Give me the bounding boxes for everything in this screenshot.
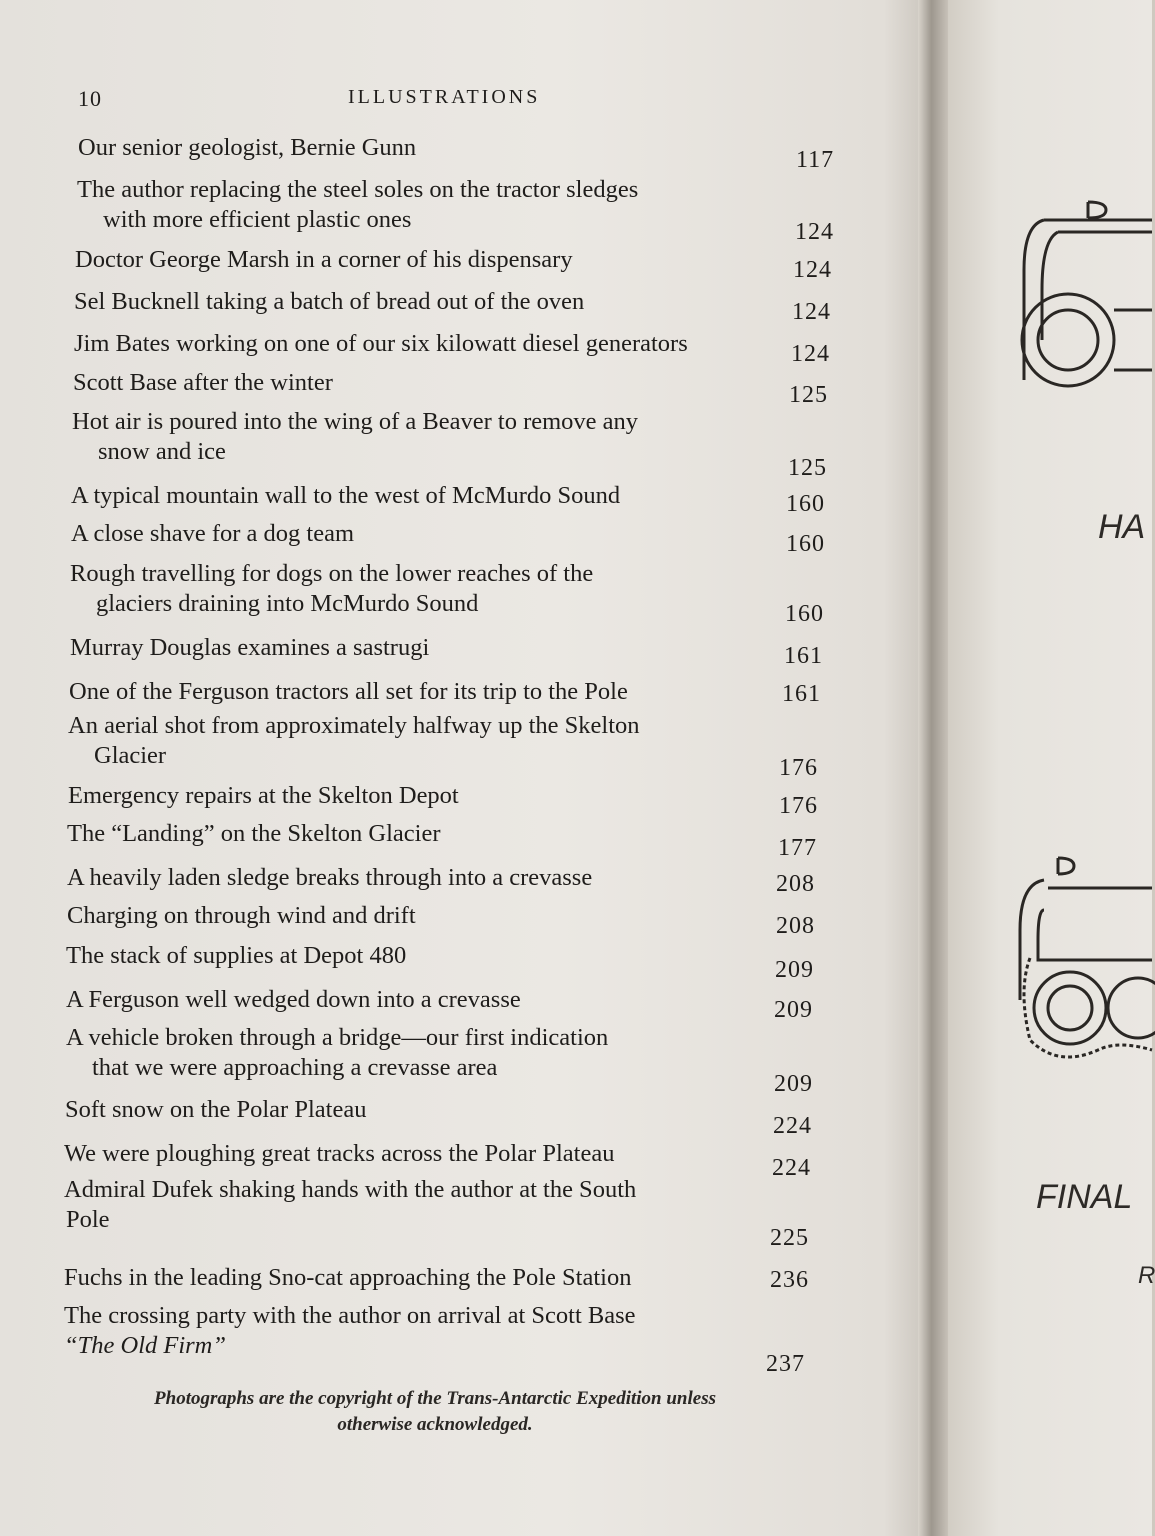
caption-line: Hot air is poured into the wing of a Beaver to remove any bbox=[72, 408, 639, 435]
caption-line: One of the Ferguson tractors all set for its trip to the Pole bbox=[69, 678, 628, 705]
caption-line: A vehicle broken through a bridge—our first indication bbox=[66, 1024, 609, 1051]
caption-line: Pole bbox=[66, 1206, 110, 1233]
page-ref: 237 bbox=[766, 1351, 805, 1377]
caption-line: Scott Base after the winter bbox=[73, 369, 333, 396]
caption-line: Our senior geologist, Bernie Gunn bbox=[78, 134, 417, 161]
page-ref: 124 bbox=[795, 219, 834, 245]
caption-line: A heavily laden sledge breaks through into a crevasse bbox=[67, 864, 593, 891]
caption-line: Doctor George Marsh in a corner of his dispensary bbox=[75, 246, 573, 273]
caption-line: A typical mountain wall to the west of McMurdo Sound bbox=[71, 482, 621, 509]
page-ref: 208 bbox=[776, 913, 815, 939]
caption-line: “The Old Firm” bbox=[64, 1332, 227, 1359]
right-heading-fragment-1: HA bbox=[1098, 508, 1146, 546]
caption-line: Charging on through wind and drift bbox=[67, 902, 416, 929]
tractor-drawing-bottom bbox=[948, 840, 1152, 1100]
caption-line: Soft snow on the Polar Plateau bbox=[65, 1096, 367, 1123]
copyright-footnote bbox=[100, 1386, 770, 1438]
caption-line: with more efficient plastic ones bbox=[103, 206, 412, 233]
page-ref: 124 bbox=[791, 341, 830, 367]
page-ref: 124 bbox=[793, 257, 832, 283]
page-ref: 209 bbox=[774, 1071, 813, 1097]
page-ref: 125 bbox=[788, 455, 827, 481]
right-heading-fragment-2: FINAL bbox=[1036, 1178, 1133, 1216]
page-ref: 224 bbox=[773, 1113, 812, 1139]
page-ref: 208 bbox=[776, 871, 815, 897]
footnote-line: otherwise acknowledged. bbox=[337, 1414, 533, 1435]
caption-line: snow and ice bbox=[98, 438, 226, 465]
page-ref: 161 bbox=[782, 681, 821, 707]
caption-line: that we were approaching a crevasse area bbox=[92, 1054, 498, 1081]
page-ref: 160 bbox=[786, 491, 825, 517]
page-ref: 125 bbox=[789, 382, 828, 408]
page-ref: 224 bbox=[772, 1155, 811, 1181]
caption-line: The “Landing” on the Skelton Glacier bbox=[67, 820, 441, 847]
caption-line: Jim Bates working on one of our six kilowatt diesel generators bbox=[74, 330, 688, 357]
caption-line: Admiral Dufek shaking hands with the author at the South bbox=[64, 1176, 637, 1203]
page-ref: 160 bbox=[786, 531, 825, 557]
caption-line: Rough travelling for dogs on the lower reaches of the bbox=[70, 560, 594, 587]
right-text-fragment-3: R bbox=[1138, 1262, 1155, 1289]
caption-line: The author replacing the steel soles on the tractor sledges bbox=[77, 176, 639, 203]
page-ref: 236 bbox=[770, 1267, 809, 1293]
page-number: 10 bbox=[78, 86, 102, 111]
page-ref: 176 bbox=[779, 755, 818, 781]
caption-line: An aerial shot from approximately halfway up the Skelton bbox=[68, 712, 640, 739]
caption-line: We were ploughing great tracks across the Polar Plateau bbox=[64, 1140, 615, 1167]
page-ref: 176 bbox=[779, 793, 818, 819]
page-ref: 225 bbox=[770, 1225, 809, 1251]
page-ref: 160 bbox=[785, 601, 824, 627]
caption-line: Sel Bucknell taking a batch of bread out of the oven bbox=[74, 288, 585, 315]
caption-line: Emergency repairs at the Skelton Depot bbox=[68, 782, 459, 809]
page-ref: 161 bbox=[784, 643, 823, 669]
caption-line: glaciers draining into McMurdo Sound bbox=[96, 590, 479, 617]
caption-line: A close shave for a dog team bbox=[71, 520, 355, 547]
running-head: ILLUSTRATIONS bbox=[348, 86, 541, 108]
page-ref: 209 bbox=[775, 957, 814, 983]
caption-line: A Ferguson well wedged down into a crevasse bbox=[66, 986, 521, 1013]
page-ref: 209 bbox=[774, 997, 813, 1023]
caption-line: The crossing party with the author on arrival at Scott Base bbox=[64, 1302, 636, 1329]
caption-line: Fuchs in the leading Sno-cat approaching the Pole Station bbox=[64, 1264, 632, 1291]
caption-line: The stack of supplies at Depot 480 bbox=[66, 942, 407, 969]
right-page bbox=[948, 0, 1155, 1536]
page-ref: 124 bbox=[792, 299, 831, 325]
caption-line: Glacier bbox=[94, 742, 167, 769]
caption-line: Murray Douglas examines a sastrugi bbox=[70, 634, 430, 661]
page-ref: 117 bbox=[796, 147, 835, 173]
page-ref: 177 bbox=[778, 835, 817, 861]
footnote-line: Photographs are the copyright of the Trans-Antarctic Expedition unless bbox=[154, 1388, 716, 1409]
